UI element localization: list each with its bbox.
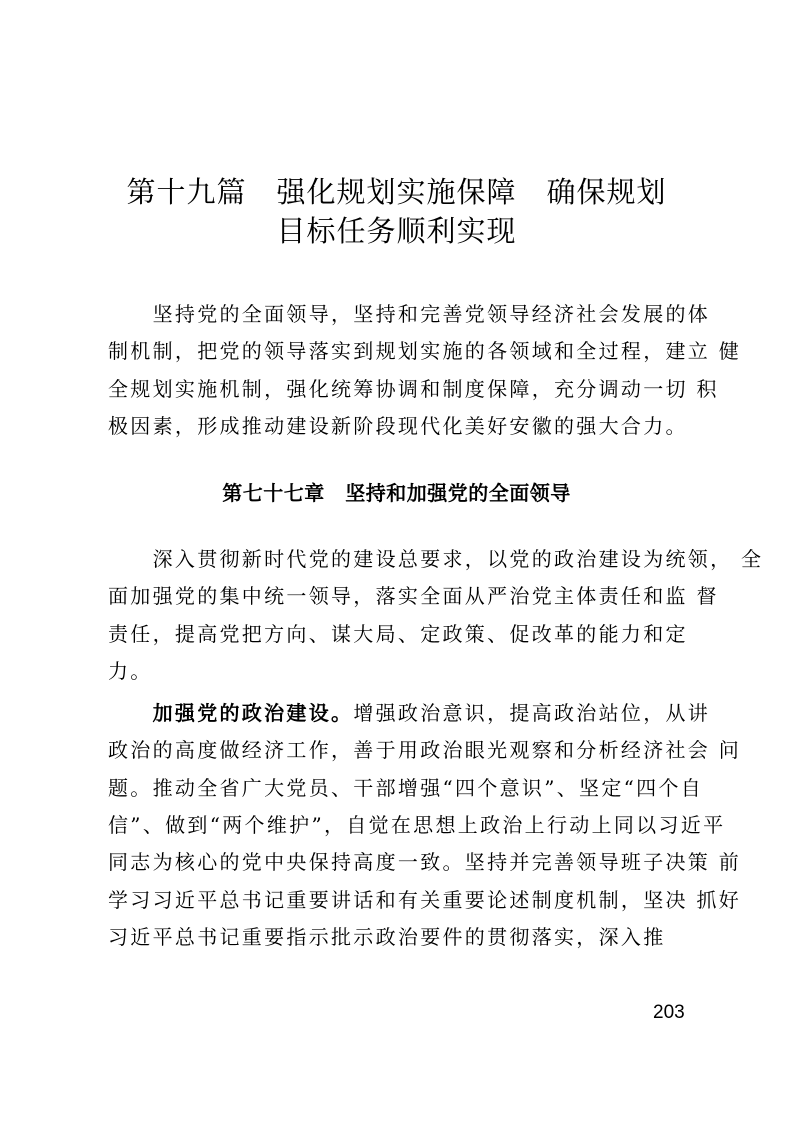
- paragraph-line: 责任，提高党把方向、谋大局、定政策、促改革的能力和定: [108, 622, 688, 646]
- paragraph-line: 信”、做到“两个维护”，自觉在思想上政治上行动上同以习近平: [108, 813, 726, 837]
- intro-line: 制机制，把党的领导落实到规划实施的各领域和全过程，建立 健: [108, 339, 742, 363]
- intro-line: 全规划实施机制，强化统筹协调和制度保障，充分调动一切 积: [108, 377, 719, 401]
- section-lead-bold: 加强党的政治建设。: [108, 701, 354, 725]
- paragraph-line: 习近平总书记重要指示批示政治要件的贯彻落实，深入推: [108, 925, 666, 949]
- paragraph-line: 政治的高度做经济工作，善于用政治眼光观察和分析经济社会 问: [108, 738, 742, 762]
- paragraph-line: 同志为核心的党中央保持高度一致。坚持并完善领导班子决策 前: [108, 850, 742, 874]
- intro-line: 坚持党的全面领导，坚持和完善党领导经济社会发展的体: [108, 302, 711, 326]
- paragraph-line: 力。: [108, 659, 153, 683]
- part-title-line-2: 目标任务顺利实现: [276, 214, 517, 248]
- paragraph-line: 深入贯彻新时代党的建设总要求，以党的政治建设为统领， 全: [108, 547, 764, 571]
- paragraph-line: 学习习近平总书记重要讲话和有关重要论述制度机制，坚决 抓好: [108, 888, 742, 912]
- chapter-heading: 第七十七章 坚持和加强党的全面领导: [222, 481, 571, 505]
- paragraph-text: 增强政治意识，提高政治站位，从讲: [353, 701, 711, 725]
- intro-line: 极因素，形成推动建设新阶段现代化美好安徽的强大合力。: [108, 414, 688, 438]
- paragraph-line: 面加强党的集中统一领导，落实全面从严治党主体责任和监 督: [108, 584, 719, 608]
- paragraph-line: [108, 697, 711, 726]
- page-number: 203: [653, 1002, 685, 1023]
- paragraph-line: 题。推动全省广大党员、干部增强“四个意识”、坚定“四个自: [108, 776, 704, 800]
- part-title-line-1: 第十九篇 强化规划实施保障 确保规划: [126, 175, 667, 209]
